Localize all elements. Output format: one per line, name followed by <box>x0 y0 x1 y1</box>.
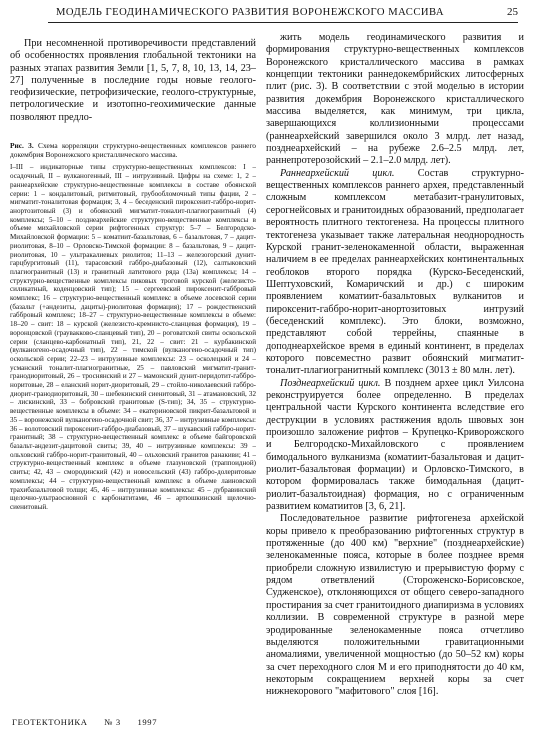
paragraph-late-archean-text: В позднем архее цикл Уилсона реконструируется более определенно. В пределах центральной части Курского континента вследствие его деструкции в условиях растяжения вдоль швовых зон произошло заложение рифтов – Крупецко-Криворожского и Белгородско-Михайловского с проявлением бимодального вулканизма (коматиит-базальтовая и дацит-риолит-базальтовая формации) и Орловско-Тимского, в котором формировалась также бимодальная (дацит-риолит-базальтоидная) формация, но с ограниченным развитием коматиитов [3, 6, 21]. <box>266 377 524 513</box>
paragraph-early-archean <box>266 168 524 378</box>
caption-title: Схема корреляции структурно-вещественных комплексов раннего докембрия Воронежского кристаллического массива. <box>10 141 256 159</box>
section-heading-late-archean: Позднеархейский цикл. <box>280 377 381 389</box>
intro-paragraph: При несомненной противоречивости представлений об особенностях проявления глобальной тектоники на разных этапах развития Земли [1, 5, 7, 8, 10, 13, 14, 23–27] полученные в последние годы новые геолого-геофизические, петрофизические, геолого-структурные, петрологические и изотопно-геохимические данные позволяют предло- <box>10 38 256 123</box>
paragraph-model: жить модель геодинамического развития и формирования структурно-вещественных комплексов Воронежского кристаллического массива в рамках концепции тектоники раннедокембрийских литосферных плит (рис. 3). В соответствии с этой моделью в истории развития докембрия Воронежского кристаллического массива выделяется, как минимум, три цикла, завершающихся коллизионными процессами (раннеархейский завершился около 3 млрд. лет назад, позднеархейский – на рубеже 2.6–2.5 млрд. лет, раннепротерозойский – 2.1–2.0 млрд. лет). <box>266 32 524 167</box>
figure-label: Рис. 3. <box>10 141 34 151</box>
paragraph-late-archean <box>266 378 524 514</box>
figure-caption <box>10 142 256 512</box>
journal-name: ГЕОТЕКТОНИКА <box>12 717 88 727</box>
page-number: 25 <box>507 6 518 18</box>
issue-number: № 3 <box>104 717 121 727</box>
caption-heading <box>10 142 256 159</box>
page-footer <box>12 717 171 727</box>
left-column <box>10 38 256 710</box>
caption-body: I–III – индикаторные типы структурно-вещественных комплексов: I – осадочный, II – вулканогенный, III – интрузивный. Цифры на схеме: 1, 2 – раннеархейские структурно-вещественные комплексы в составе обоянской серии: 1 – кондалитовый, ритмитовый, грубообломочный типы фации, 2 – мигматит-тоналитовая формация; 3, 4 – беседенский пироксенит-габбро-норит-анортозитовый (3) и обоянский мигматит-тоналит-плагиогранитный (4) комплексы; 5–10 – позднеархейские структурно-вещественные комплексы в объеме михайловской серии рифтогенных структур: 5–7 – Белгородско-Михайловской формации: 5 – коматиит-базальтовая, 6 – базальтовая, 7 – дацит-риолитовая, 8–10 – Орловско-Тимской формации: 8 – базальтовая, 9 – дацит-риолитовая, 10 – ультракалиевых риолитов; 11–13 – железогорский дунит-гарцбургитовый (11), тарасовский габбро-диабазовый (12), салтыковский плагиогранитный (13) и гранитный латитового ряда (13а) комплексы; 14 – структурно-вещественные комплексы пиковых троговой курской (железисто-силикатный, коденцовский тип); 15 – сергеевский пироксенит-габбровый комплекс; 16 – структурно-вещественный комплекс в объеме лосевской серии (базальт (+андезиты, дациты)-риолитовая формация); 17 – рождественский габбровый комплекс; 18–27 – структурно-вещественные комплексы в объеме: 18–20 – свит: 18 – курской (железисто-кремнисто-сланцевая формация), 19 – воронцовской (граувакково-сланцевый тип), 20 – роговатской свиты оскольской серии (сланцево-карбонатный тип), 21, 22 – свит: 21 – курбакинской (вулканогено-осадочный тип), 22 – тимской (вулканогено-осадочный тип) оскольской серии; 22–23 – интрузивные комплексы: 23 – осколецкий и 24 – усманский тоналит-плагиогранитные, 25 – павловский мигматит-гранит-гранодиоритовый, 26 – троснянский и 27 – мамонский дунит-перидотит-габбро-норитовые, 28 – еланский норит-диоритовый, 29 – стойло-николаевский габбро-диорит-гранодиоритовый, 30 – шебекинский сиенитовый, 31 – атамановский, 32 – лискинский, 33 – бобровский гранитовые (S-тип); 34, 35 – структурно-вещественные комплексы в объеме: 34 – екатериновской пикрит-базальтовой и 35 – воронежской вулканогено-осадочной свит; 36, 37 – интрузивные комплексы: 36 – волотовский пироксенит-габбро-диабазовый, 37 – шукавский габбро-норит-гранитный; 38 – структурно-вещественный комплекс в объеме байгоровской базальт-андезит-дацитовой свиты; 39, 40 – интрузивные комплексы: 39 – ольховский габбро-норит-гранитовый, 40 – ольховский гранитов ранакиви; 41 – структурно-вещественный комплекс в объеме глазуновской (траппоидной) свиты; 42, 43 – смородинский (42) и новосельский (43) габбро-долеритовые комплексы; 44 – структурно-вещественный комплекс в объеме лаиновской трахибазальтовой толщи; 45, 46 – интрузивные комплексы: 45 – дубравинский щелочно-ультраосновной с карбонатитами, 46 – артюшкинский щелочно-сиенитовый. <box>10 163 256 511</box>
paragraph-early-archean-text: Состав структурно-вещественных комплексов раннего архея, представленный сложным комплексом метабазит-гранулитовых, серогнейсовых и гранитоидных образований, предполагает вероятность плитного тектогенеза. На процессы плитного тектогенеза указывает также латеральная неоднородность Курской гранит-зеленокаменной области, выраженная наличием в ее пределах раннеархейских континентальных геоблоков второго порядка (Курско-Беседенский, Шептуховский, Комаричский и др.) с широким проявлением коматиит-базальтовых вулканитов и пироксенит-габбро-норит-анортозитовых интрузий (беседенский комплекс). Это блоки, возможно, представляют собой террейны, спаянные в доподнеархейское время в единый континент, в пределах которого повсеместно развит обоянский мигматит-тоналит-плагиогранитный комплекс (3013 ± 80 млн. лет). <box>266 167 524 377</box>
publication-year: 1997 <box>137 717 158 727</box>
right-column <box>266 32 524 710</box>
page-header <box>48 4 518 23</box>
paragraph-greenstone-belts: Последовательное развитие рифтогенеза архейской коры привело к преобразованию рифтогенных структур в протяженные (до 400 км) "верхние" (позднеархейские) зеленокаменные пояса, которые в более позднее время приобрели сложную извилистую и прерывистую форму с рядом ответвлений (Стороженско-Борисовское, Судженское), отклоняющихся от общего северо-западного простирания за счет гранитоидного диапиризма в условиях коллизии. В современной структуре в разной мере эродированные зеленокаменные пояса отчетливо выделяются положительными гравитационными аномалиями, увеличенной мощностью (до 50–52 км) коры за счет переходного слоя М и его приподнятости до 40 км, некоторым сокращением верхней коры за счет нижнекорового "мафитового" слоя [16]. <box>266 513 524 698</box>
section-heading-early-archean: Раннеархейский цикл. <box>280 167 395 179</box>
running-title: МОДЕЛЬ ГЕОДИНАМИЧЕСКОГО РАЗВИТИЯ ВОРОНЕЖСКОГО МАССИВА <box>56 7 445 18</box>
